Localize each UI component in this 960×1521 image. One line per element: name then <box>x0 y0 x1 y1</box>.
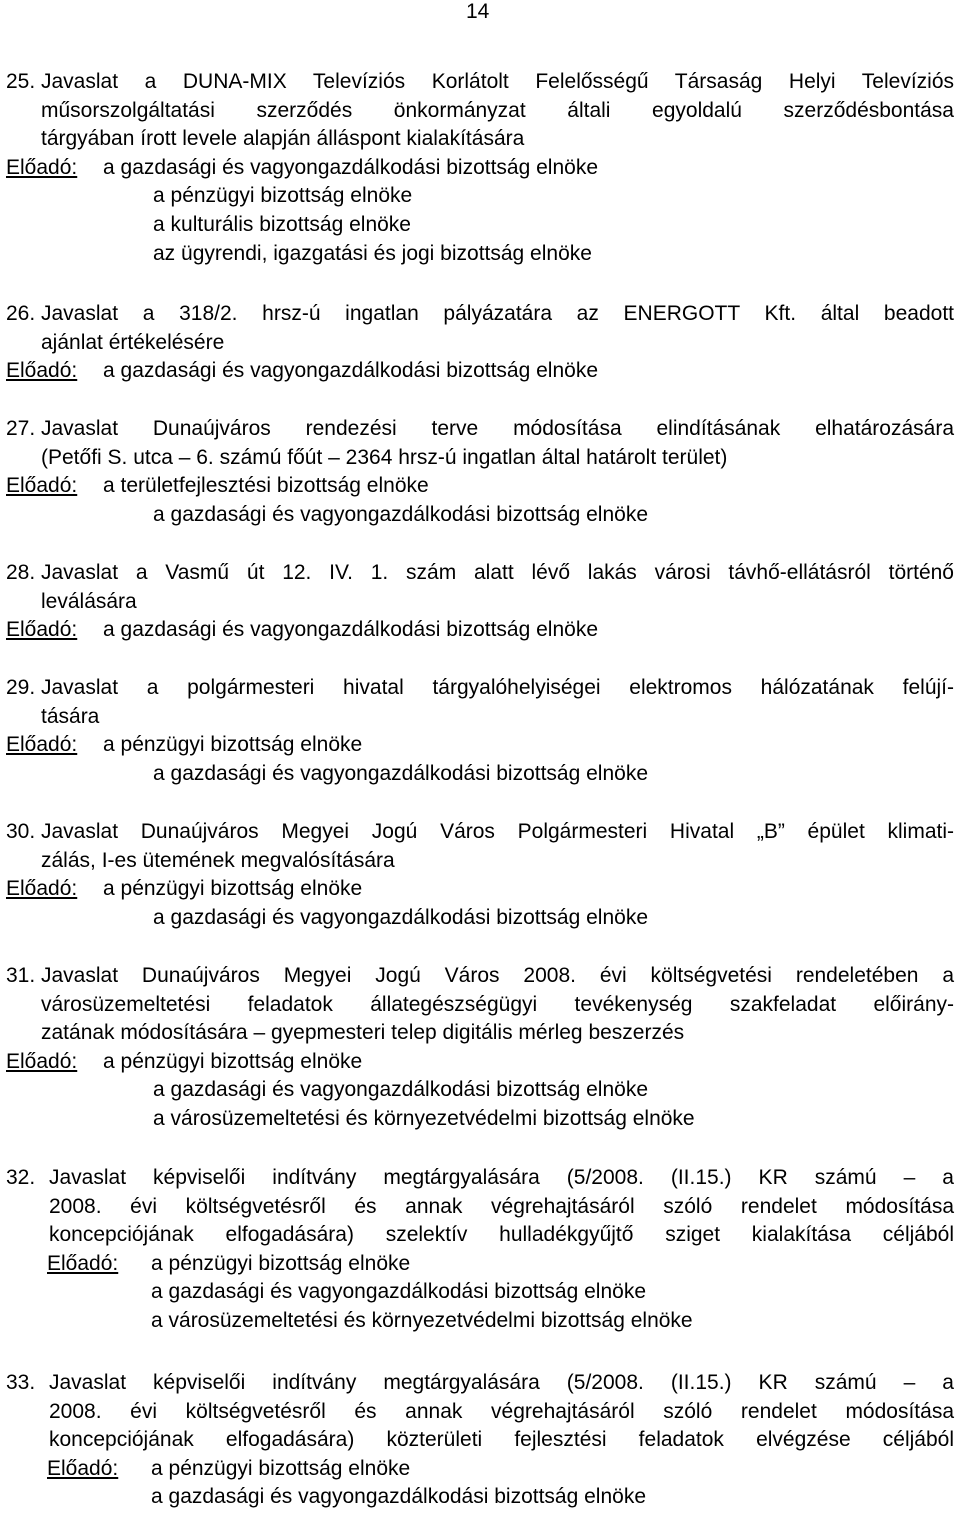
presenter-name: a gazdasági és vagyongazdálkodási bizottság elnöke <box>151 1280 647 1304</box>
agenda-item-title-line: 2008. évi költségvetésről és annak végrehajtásáról szóló rendelet módosítása <box>49 1194 954 1218</box>
agenda-item-title-line: Javaslat Dunaújváros rendezési terve módosítása elindításának elhatározására <box>41 417 954 440</box>
presenter-label: Előadó: <box>47 1251 119 1275</box>
presenter-name: a városüzemeltetési és környezetvédelmi bizottság elnöke <box>151 1309 693 1332</box>
page-number: 14 <box>466 0 490 23</box>
presenter-name: a gazdasági és vagyongazdálkodási bizottság elnöke <box>151 1485 647 1509</box>
presenter-name: a pénzügyi bizottság elnöke <box>151 1456 411 1480</box>
agenda-item-title-line: Javaslat a 318/2. hrsz-ú ingatlan pályázatára az ENERGOTT Kft. által beadott <box>41 302 954 325</box>
presenter-label: Előadó: <box>47 1456 119 1480</box>
agenda-item-title-line: műsorszolgáltatási szerződés önkormányzat általi egyoldalú szerződésbontása <box>41 98 954 122</box>
presenter-name: a gazdasági és vagyongazdálkodási bizottság elnöke <box>153 761 649 785</box>
presenter-name: a pénzügyi bizottság elnöke <box>103 733 363 757</box>
agenda-item-title-line: Javaslat képviselői indítvány megtárgyalására (5/2008. (II.15.) KR számú – a <box>49 1166 954 1189</box>
presenter-name: a pénzügyi bizottság elnöke <box>153 184 413 208</box>
agenda-item-title-line: tására <box>41 704 100 728</box>
presenter-name: a gazdasági és vagyongazdálkodási bizottság elnöke <box>103 155 599 179</box>
presenter-name: a városüzemeltetési és környezetvédelmi bizottság elnöke <box>153 1107 695 1130</box>
agenda-item-number: 25. <box>6 70 36 93</box>
presenter-name: a gazdasági és vagyongazdálkodási bizottság elnöke <box>103 618 599 642</box>
agenda-item-title-line: koncepciójának elfogadására) szelektív hulladékgyűjtő sziget kialakítása céljából <box>49 1223 954 1247</box>
agenda-item-number: 31. <box>6 964 36 987</box>
presenter-label: Előadó: <box>6 474 78 498</box>
agenda-item-title-line: leválására <box>41 589 137 613</box>
presenter-name: a pénzügyi bizottság elnöke <box>151 1251 411 1275</box>
agenda-item-title-line: tárgyában írott levele alapján álláspont kialakítására <box>41 127 525 151</box>
presenter-label: Előadó: <box>6 1049 78 1073</box>
agenda-item-title-line: városüzemeltetési feladatok állategészségügyi tevékenység szakfeladat előirány- <box>41 992 954 1016</box>
agenda-item-title-line: Javaslat Dunaújváros Megyei Jogú Város 2008. évi költségvetési rendeletében a <box>41 964 954 987</box>
agenda-item-number: 27. <box>6 417 36 440</box>
agenda-item-number: 33. <box>6 1371 36 1394</box>
agenda-item-number: 28. <box>6 561 36 584</box>
agenda-item-number: 32. <box>6 1166 36 1189</box>
agenda-item-number: 30. <box>6 820 36 843</box>
agenda-item-title-line: koncepciójának elfogadására) közterületi fejlesztési feladatok elvégzése céljából <box>49 1428 954 1452</box>
presenter-name: a gazdasági és vagyongazdálkodási bizottság elnöke <box>153 502 649 526</box>
presenter-label: Előadó: <box>6 877 78 901</box>
presenter-name: a gazdasági és vagyongazdálkodási bizottság elnöke <box>103 359 599 383</box>
agenda-item-title-line: zatának módosítására – gyepmesteri telep digitális mérleg beszerzés <box>41 1021 685 1045</box>
agenda-item-number: 29. <box>6 676 36 699</box>
agenda-item-title-line: Javaslat képviselői indítvány megtárgyalására (5/2008. (II.15.) KR számú – a <box>49 1371 954 1394</box>
presenter-label: Előadó: <box>6 155 78 179</box>
presenter-label: Előadó: <box>6 618 78 642</box>
agenda-item-title-line: ajánlat értékelésére <box>41 330 225 354</box>
agenda-item-number: 26. <box>6 302 36 325</box>
presenter-name: a pénzügyi bizottság elnöke <box>103 1049 363 1073</box>
presenter-name: a területfejlesztési bizottság elnöke <box>103 474 429 498</box>
presenter-label: Előadó: <box>6 359 78 383</box>
agenda-item-title-line: Javaslat a polgármesteri hivatal tárgyalóhelyiségei elektromos hálózatának felújí- <box>41 676 954 699</box>
presenter-name: az ügyrendi, igazgatási és jogi bizottság elnöke <box>153 241 592 265</box>
presenter-name: a gazdasági és vagyongazdálkodási bizottság elnöke <box>153 905 649 929</box>
agenda-item-title-line: (Petőfi S. utca – 6. számú főút – 2364 hrsz-ú ingatlan által határolt terület) <box>41 445 728 469</box>
agenda-item-title-line: Javaslat Dunaújváros Megyei Jogú Város Polgármesteri Hivatal „B” épület klimati- <box>41 820 954 843</box>
agenda-item-title-line: Javaslat a DUNA-MIX Televíziós Korlátolt Felelősségű Társaság Helyi Televíziós <box>41 70 954 93</box>
presenter-name: a pénzügyi bizottság elnöke <box>103 877 363 901</box>
agenda-item-title-line: zálás, I-es ütemének megvalósítására <box>41 848 395 872</box>
agenda-item-title-line: Javaslat a Vasmű út 12. IV. 1. szám alatt lévő lakás városi távhő-ellátásról történő <box>41 561 954 584</box>
presenter-name: a gazdasági és vagyongazdálkodási bizottság elnöke <box>153 1078 649 1102</box>
agenda-item-title-line: 2008. évi költségvetésről és annak végrehajtásáról szóló rendelet módosítása <box>49 1399 954 1423</box>
presenter-name: a kulturális bizottság elnöke <box>153 213 411 236</box>
presenter-label: Előadó: <box>6 733 78 757</box>
